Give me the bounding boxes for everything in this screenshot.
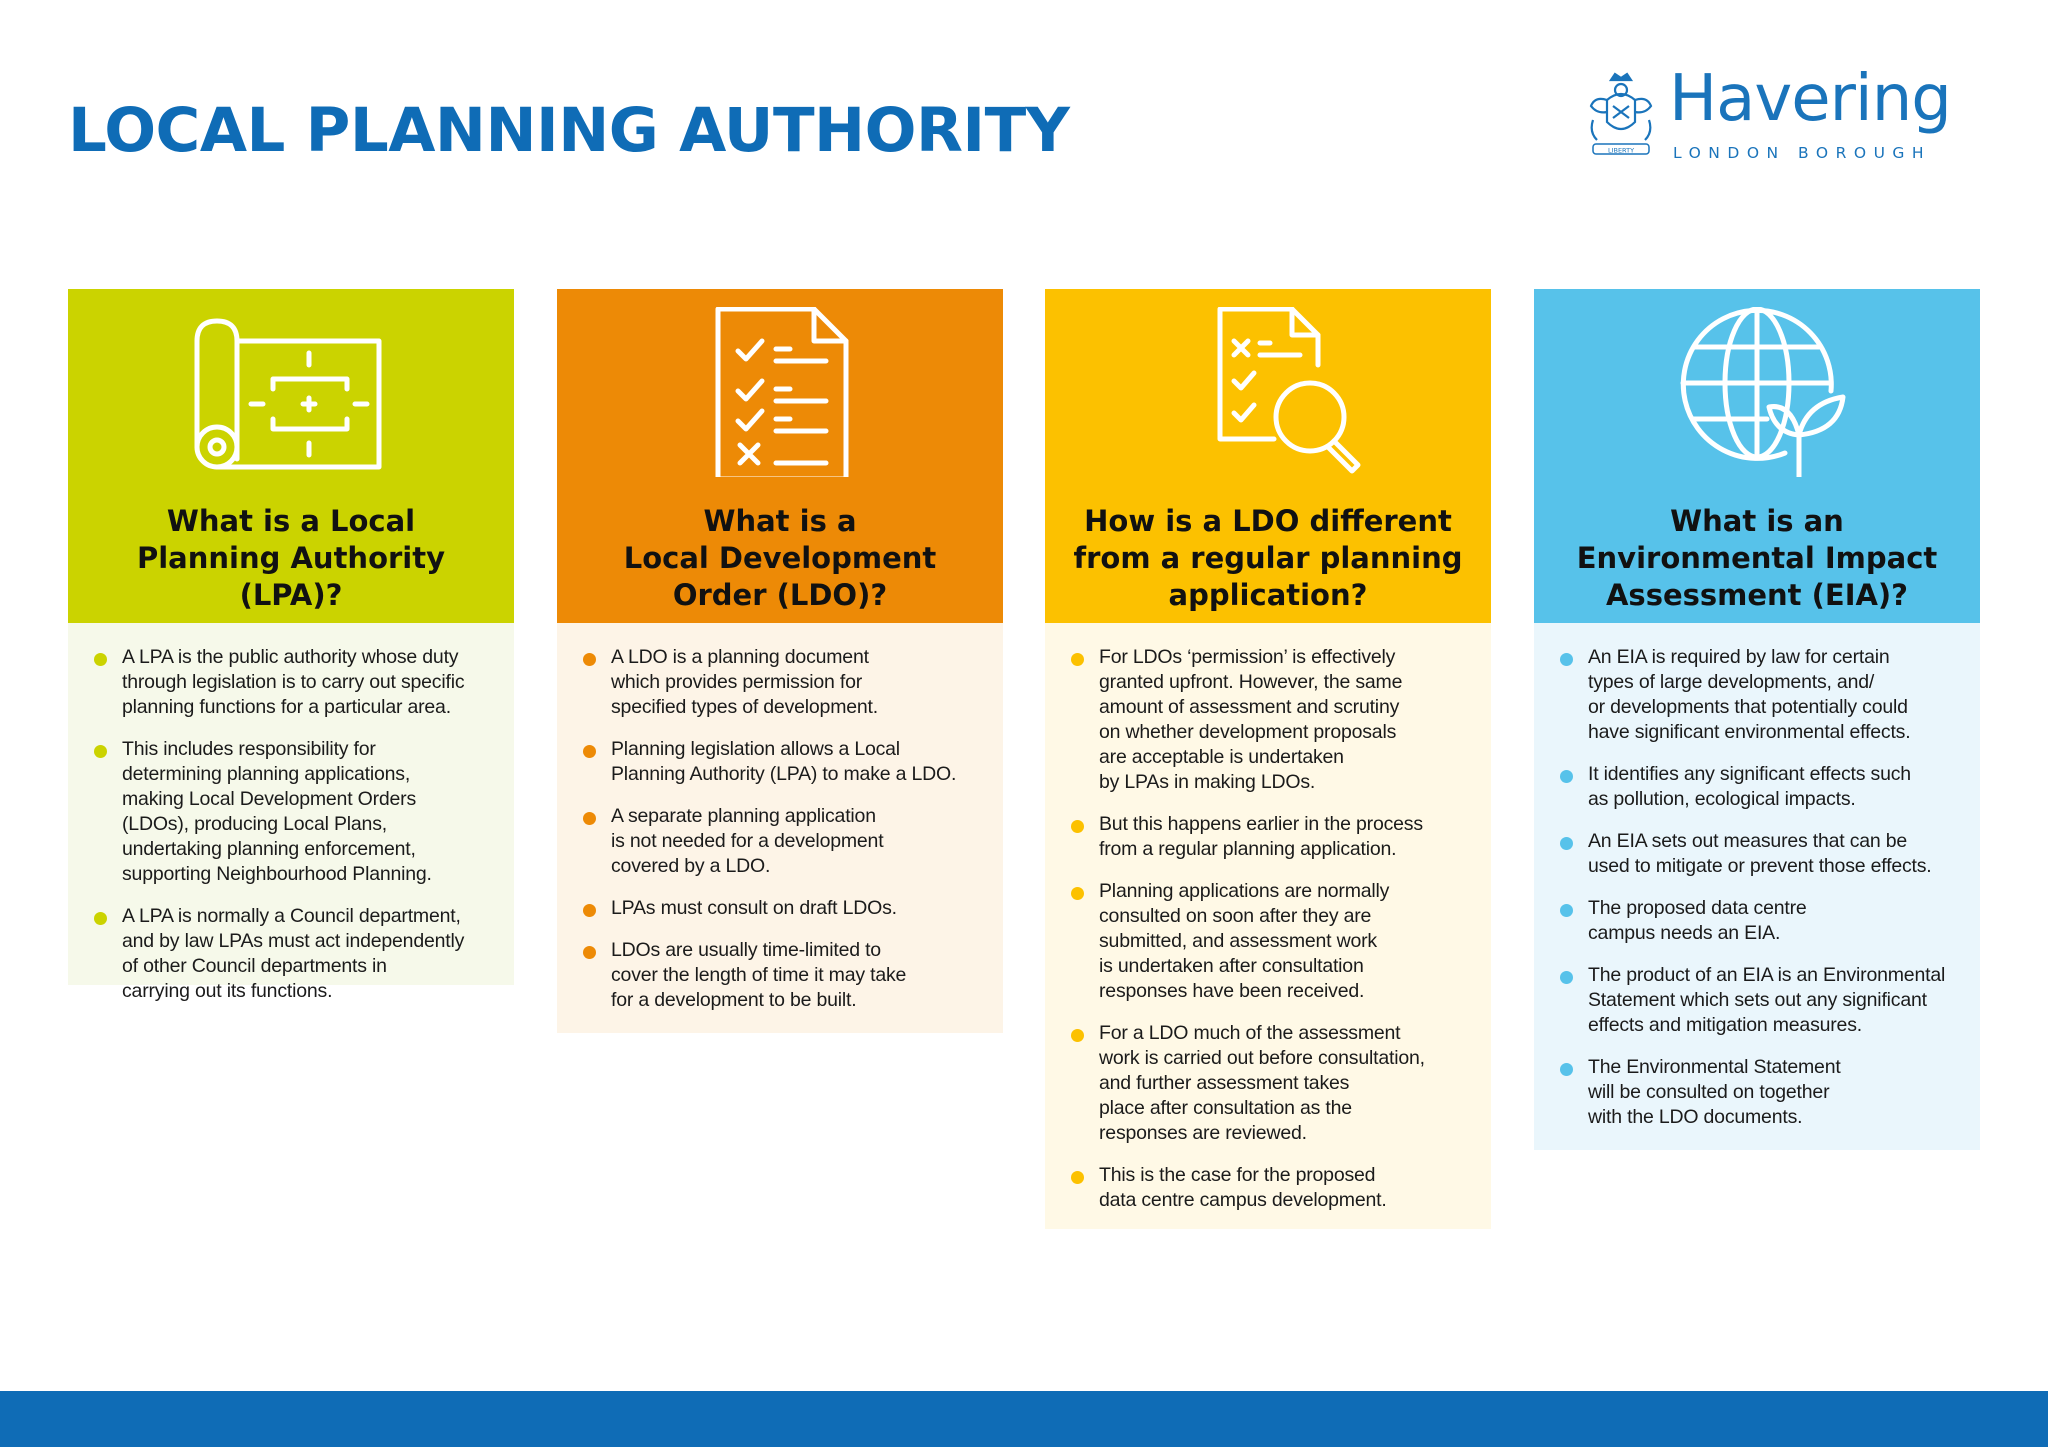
list-item: The product of an EIA is an Environmental Statement which sets out any significant effects and mitigation measures. <box>1560 963 1956 1038</box>
bullet-dot <box>94 653 107 666</box>
map-scroll-icon <box>191 307 391 477</box>
list-item: The proposed data centre campus needs an EIA. <box>1560 896 1956 946</box>
bullet-dot <box>1071 653 1084 666</box>
list-item: For a LDO much of the assessment work is carried out before consultation, and further assessment takes place after consultation as the responses are reviewed. <box>1071 1021 1467 1146</box>
list-item: A LPA is normally a Council department, and by law LPAs must act independently of other Council departments in carrying out its functions. <box>94 904 490 1004</box>
card-ldo-difference <box>1045 289 1491 1229</box>
list-item: An EIA is required by law for certain types of large developments, and/ or developments that potentially could have significant environmental effects. <box>1560 645 1956 745</box>
list-item: An EIA sets out measures that can be used to mitigate or prevent those effects. <box>1560 829 1956 879</box>
bullet-dot <box>1560 1063 1573 1076</box>
list-item: Planning legislation allows a Local Planning Authority (LPA) to make a LDO. <box>583 737 979 787</box>
list-item: LDOs are usually time-limited to cover the length of time it may take for a development to be built. <box>583 938 979 1013</box>
list-item: LPAs must consult on draft LDOs. <box>583 896 979 921</box>
card-eia-title: What is an Environmental Impact Assessment (EIA)? <box>1576 504 1938 612</box>
crest-icon <box>1585 70 1657 160</box>
bullet-dot <box>583 904 596 917</box>
bullet-dot <box>583 812 596 825</box>
crest-motto: LIBERTY <box>1607 146 1635 155</box>
list-item: This includes responsibility for determining planning applications, making Local Development Orders (LDOs), producing Local Plans, undertaking planning enforcement, supporting Neighbourhood Planning. <box>94 737 490 887</box>
bullet-dot <box>583 946 596 959</box>
bullet-dot <box>583 745 596 758</box>
list-item: This is the case for the proposed data centre campus development. <box>1071 1163 1467 1213</box>
card-ldo-difference-body <box>1045 623 1491 1229</box>
card-ldo-body <box>557 623 1003 1033</box>
bullet-dot <box>1560 770 1573 783</box>
list-item: A separate planning application is not needed for a development covered by a LDO. <box>583 804 979 879</box>
logo-subtitle: LONDON BOROUGH <box>1673 144 1932 162</box>
bullet-dot <box>1071 1171 1084 1184</box>
logo-name: Havering <box>1669 62 1951 136</box>
card-ldo-difference-title: How is a LDO different from a regular planning application? <box>1073 504 1463 612</box>
bullet-dot <box>1560 653 1573 666</box>
havering-logo <box>1585 62 1985 168</box>
card-lpa-title: What is a Local Planning Authority (LPA)? <box>136 504 446 612</box>
list-item: It identifies any significant effects such as pollution, ecological impacts. <box>1560 762 1956 812</box>
card-lpa-body <box>68 623 514 1002</box>
checklist-document-icon <box>680 307 880 477</box>
card-lpa-header <box>68 289 514 623</box>
card-eia-body <box>1534 623 1980 1150</box>
bullet-dot <box>1071 820 1084 833</box>
card-ldo-difference-header <box>1045 289 1491 623</box>
globe-leaf-icon <box>1657 307 1857 477</box>
bullet-dot <box>94 912 107 925</box>
list-item: A LDO is a planning document which provides permission for specified types of development. <box>583 645 979 720</box>
bullet-dot <box>1071 1029 1084 1042</box>
card-eia <box>1534 289 1980 1150</box>
list-item: The Environmental Statement will be consulted on together with the LDO documents. <box>1560 1055 1956 1130</box>
card-ldo-title: What is a Local Development Order (LDO)? <box>623 504 937 612</box>
bullet-dot <box>94 745 107 758</box>
document-magnifier-icon <box>1168 307 1368 477</box>
card-eia-header <box>1534 289 1980 623</box>
bullet-dot <box>1560 971 1573 984</box>
card-ldo-header <box>557 289 1003 623</box>
list-item: Planning applications are normally consulted on soon after they are submitted, and assessment work is undertaken after consultation responses have been received. <box>1071 879 1467 1004</box>
footer-bar <box>0 1391 2048 1447</box>
card-ldo <box>557 289 1003 1033</box>
bullet-dot <box>583 653 596 666</box>
list-item: But this happens earlier in the process from a regular planning application. <box>1071 812 1467 862</box>
page-title: LOCAL PLANNING AUTHORITY <box>68 95 1070 166</box>
list-item: A LPA is the public authority whose duty through legislation is to carry out specific planning functions for a particular area. <box>94 645 490 720</box>
bullet-dot <box>1560 837 1573 850</box>
bullet-dot <box>1071 887 1084 900</box>
bullet-dot <box>1560 904 1573 917</box>
list-item: For LDOs ‘permission’ is effectively granted upfront. However, the same amount of assessment and scrutiny on whether development proposals are acceptable is undertaken by LPAs in making LDOs. <box>1071 645 1467 795</box>
card-lpa <box>68 289 514 1002</box>
